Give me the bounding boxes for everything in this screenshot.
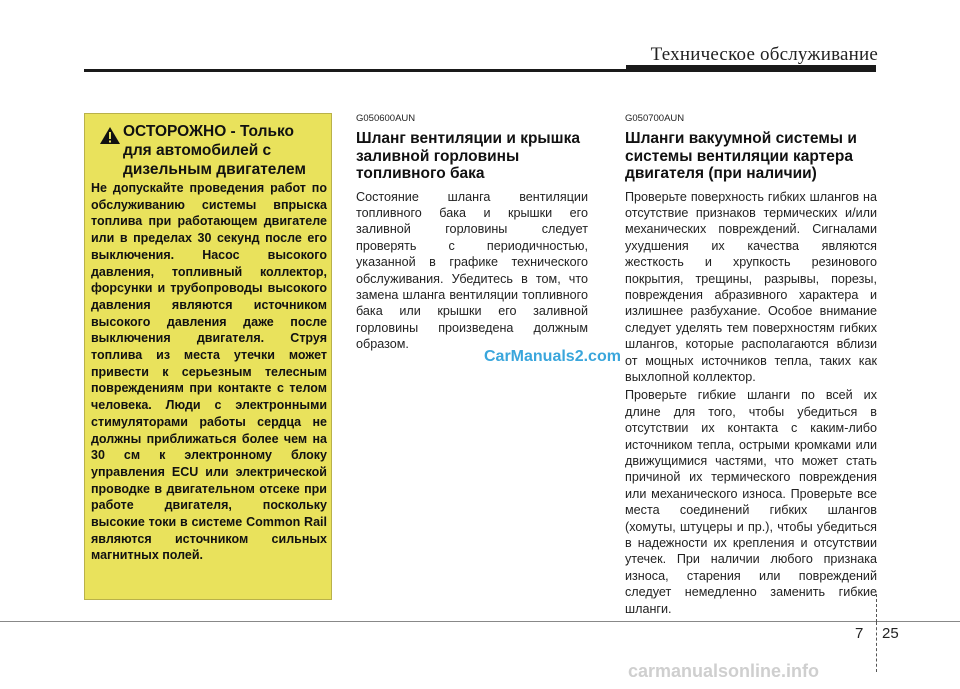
footer-divider-top: [876, 594, 877, 622]
warning-text: Не допускайте проведения работ по обслуживанию системы впрыска топлива при работающем двигателе или в пределах 30 секунд после его выключения. Насос высокого давления, топливный коллектор, форсунки и трубопроводы высокого давления являются источником высокого давления даже после выключения двигателя. Струя топлива из места утечки может привести к серьезным телесным повреждениям при контакте с телом человека. Люди с электронными стимуляторами работы сердца не должны приближаться более чем на 30 см к электронному блоку управления ECU или электрической проводке в двигательном отсеке при работе двигателя, поскольку высокие токи в системе Common Rail являются источником сильных магнитных полей.: [91, 181, 327, 563]
section-code: G050700AUN: [625, 113, 685, 124]
footer-divider: [876, 622, 877, 672]
warning-header: [99, 122, 321, 179]
header-rule-accent: [626, 65, 876, 72]
section-paragraph: Проверьте поверхность гибких шлангов на отсутствие признаков термических и/или механических повреждений. Сигналами ухудшения их качества являются жесткость и хрупкость резинового покрытия, трещины, разрывы, порезы, повреждения абразивного характера и излишнее разбухание. Особое внимание следует уделять тем поверхностям гибких шлангов, которые располагаются вблизи от мощных источников тепла, таких как выхлопной коллектор.: [625, 189, 877, 384]
section-vacuum-hoses: [625, 113, 877, 617]
warning-title: ОСТОРОЖНО - Только для автомобилей с дизельным двигателем: [123, 123, 306, 178]
section-code: G050600AUN: [356, 113, 416, 124]
footer-rule: [0, 621, 960, 622]
section-fuel-vent: [356, 113, 588, 353]
header-title: Техническое обслуживание: [650, 44, 878, 65]
warning-triangle-icon: [99, 126, 121, 145]
watermark-bottom: carmanualsonline.info: [628, 661, 820, 681]
watermark-middle: CarManuals2.com: [484, 348, 621, 365]
section-paragraph: Состояние шланга вентиляции топливного бака и крышки его заливной горловины следует проверять с периодичностью, указанной в графике технического обслуживания. Убедитесь в том, что замена шланга вентиляции топливного бака или крышки его заливной горловины произведена должным образом.: [356, 189, 588, 352]
section-title: Шланг вентиляции и крышка заливной горловины топливного бака: [356, 130, 580, 182]
warning-box: [84, 113, 332, 600]
section-title: Шланги вакуумной системы и системы вентиляции картера двигателя (при наличии): [625, 130, 857, 182]
section-paragraph: Проверьте гибкие шланги по всей их длине для того, чтобы убедиться в отсутствии их контакта с каким-либо источником тепла, острыми кромками или движущимися частями, что может стать причиной их термического повреждения или механического износа. Проверьте все места соединений гибких шлангов (хомуты, штуцеры и пр.), чтобы убедиться в надежности их крепления и отсутствии утечек. При наличии любого признака износа, старения или повреждений следует немедленно заменить гибкие шланги.: [625, 388, 877, 616]
page-chapter: 7: [855, 625, 864, 642]
page-number: 25: [882, 625, 899, 642]
